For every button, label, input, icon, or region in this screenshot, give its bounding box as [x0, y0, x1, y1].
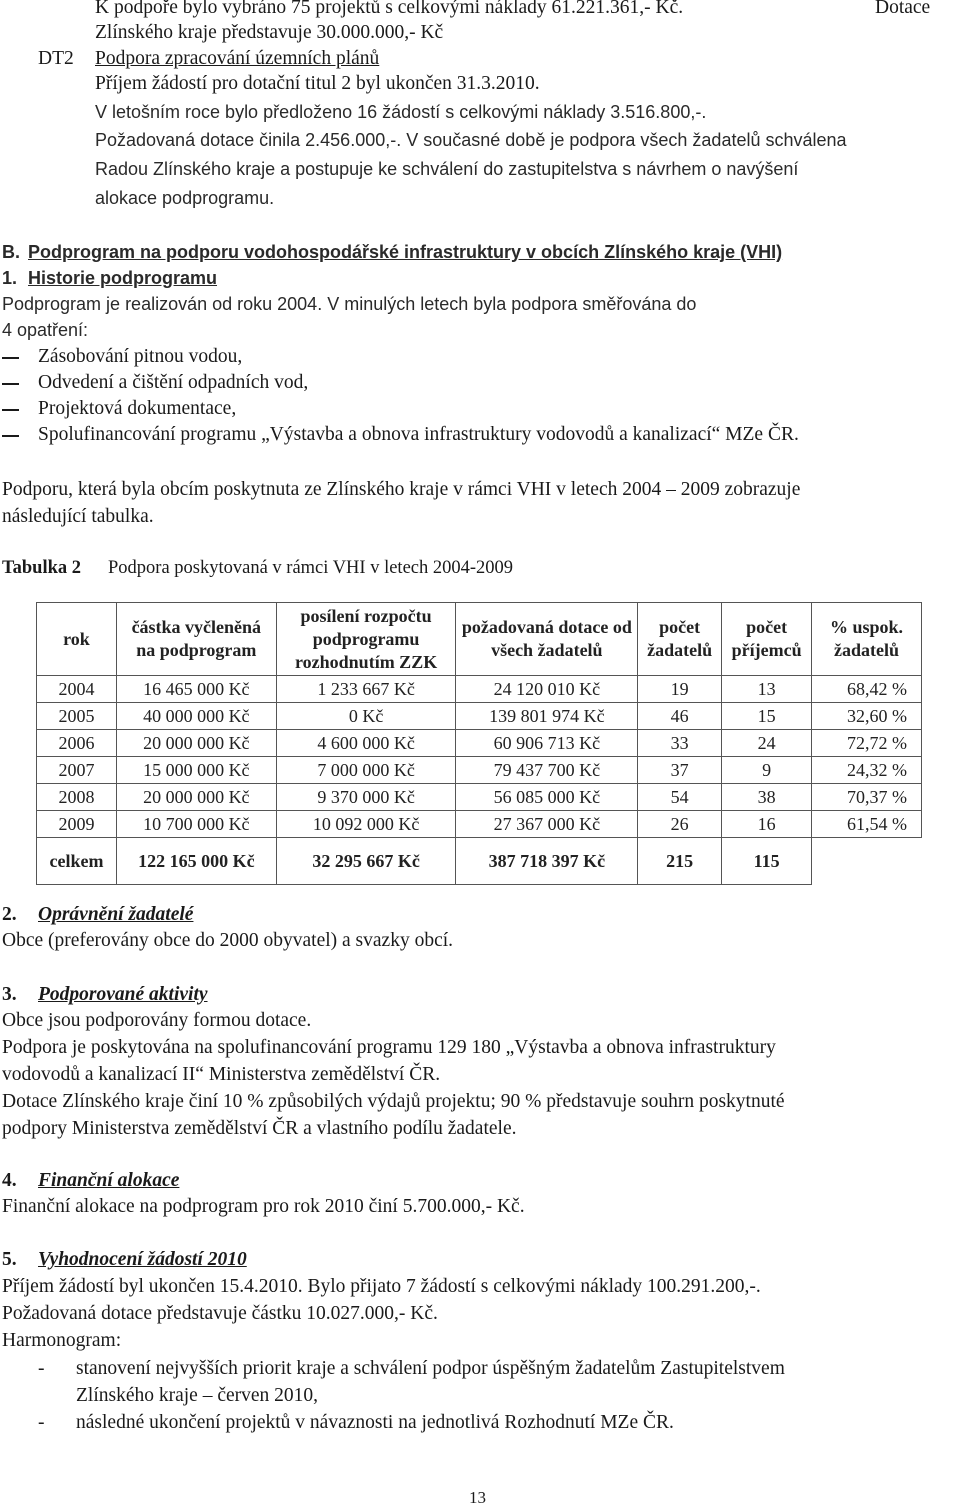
header-cell: počet žadatelů — [638, 603, 722, 676]
history-para-line-2: 4 opatření: — [2, 320, 89, 340]
s4-title: Finanční alokace — [38, 1170, 180, 1191]
table-intro-line-2: následující tabulka. — [2, 506, 154, 527]
table-cell: 24,32 % — [812, 757, 922, 784]
table-cell: 24 — [722, 730, 812, 757]
header-cell: požadovaná dotace od všech žadatelů — [456, 603, 638, 676]
table-cell: 68,42 % — [812, 676, 922, 703]
total-cell: 215 — [638, 838, 722, 885]
header-cell: posílení rozpočtu podprogramu rozhodnutím ZZK — [276, 603, 456, 676]
bullet-item: Projektová dokumentace, — [38, 398, 237, 419]
table-total-row — [37, 838, 922, 885]
intro-line-2: Zlínského kraje představuje 30.000.000,- Kč — [95, 22, 444, 43]
table-cell: 72,72 % — [812, 730, 922, 757]
total-cell: celkem — [37, 838, 117, 885]
table-cell: 46 — [638, 703, 722, 730]
table-row — [37, 730, 922, 757]
table-cell: 4 600 000 Kč — [276, 730, 456, 757]
table-row — [37, 676, 922, 703]
history-para-line-1: Podprogram je realizován od roku 2004. V minulých letech byla podpora směřována do — [2, 294, 697, 314]
table-cell: 16 465 000 Kč — [116, 676, 276, 703]
header-cell: částka vyčleněná na podprogram — [116, 603, 276, 676]
table-row — [37, 703, 922, 730]
table-cell: 13 — [722, 676, 812, 703]
table-cell: 7 000 000 Kč — [276, 757, 456, 784]
table-cell: 70,37 % — [812, 784, 922, 811]
table-row — [37, 811, 922, 838]
table-cell: 0 Kč — [276, 703, 456, 730]
dt2-title: Podpora zpracování územních plánů — [95, 48, 380, 69]
list-hyphen: - — [38, 1358, 45, 1379]
intro-line-1-right: Dotace — [875, 0, 931, 18]
dt2-line-1: Příjem žádostí pro dotační titul 2 byl ukončen 31.3.2010. — [95, 73, 540, 94]
dt2-line-4: Radou Zlínského kraje a postupuje ke schválení do zastupitelstva s návrhem o navýšení — [95, 159, 799, 179]
header-cell: % uspok. žadatelů — [812, 603, 922, 676]
s4-num: 4. — [2, 1170, 17, 1191]
table-cell: 19 — [638, 676, 722, 703]
section-b-label: B. — [2, 242, 20, 262]
dt2-line-5: alokace podprogramu. — [95, 188, 275, 208]
table-cell: 10 092 000 Kč — [276, 811, 456, 838]
total-cell: 387 718 397 Kč — [456, 838, 638, 885]
s2-num: 2. — [2, 904, 17, 925]
s5-num: 5. — [2, 1249, 17, 1270]
page-number: 13 — [469, 1488, 486, 1507]
table-cell: 79 437 700 Kč — [456, 757, 638, 784]
bullet-item: Odvedení a čištění odpadních vod, — [38, 372, 309, 393]
table-cell: 60 906 713 Kč — [456, 730, 638, 757]
table-cell: 61,54 % — [812, 811, 922, 838]
harmonogram-item-2: následné ukončení projektů v návaznosti na jednotlivá Rozhodnutí MZe ČR. — [76, 1412, 674, 1433]
table-cell: 32,60 % — [812, 703, 922, 730]
table-cell: 40 000 000 Kč — [116, 703, 276, 730]
table-cell: 16 — [722, 811, 812, 838]
dt2-line-2: V letošním roce bylo předloženo 16 žádostí s celkovými náklady 3.516.800,-. — [95, 102, 707, 122]
table-cell: 2008 — [37, 784, 117, 811]
s3-title: Podporované aktivity — [38, 984, 208, 1005]
history-title: Historie podprogramu — [28, 268, 218, 288]
bullet-dash — [2, 357, 19, 359]
table-cell: 33 — [638, 730, 722, 757]
support-table — [36, 602, 922, 885]
total-empty-cell — [812, 838, 922, 885]
table-cell: 139 801 974 Kč — [456, 703, 638, 730]
total-cell: 122 165 000 Kč — [116, 838, 276, 885]
bullet-item: Zásobování pitnou vodou, — [38, 346, 243, 367]
s3-line-4: Dotace Zlínského kraje činí 10 % způsobilých výdajů projektu; 90 % představuje souhrn poskytnuté — [2, 1091, 785, 1112]
bullet-dash — [2, 435, 19, 437]
s5-line-2: Požadovaná dotace představuje částku 10.027.000,- Kč. — [2, 1303, 438, 1324]
s3-line-5: podpory Ministerstva zemědělství ČR a vlastního podílu žadatele. — [2, 1118, 517, 1139]
dt2-code: DT2 — [38, 48, 74, 69]
table-cell: 20 000 000 Kč — [116, 784, 276, 811]
table-cell: 10 700 000 Kč — [116, 811, 276, 838]
bullet-dash — [2, 383, 19, 385]
bullet-item: Spolufinancování programu „Výstavba a obnova infrastruktury vodovodů a kanalizací“ MZe ČR. — [38, 424, 799, 445]
table-cell: 1 233 667 Kč — [276, 676, 456, 703]
table-cell: 2006 — [37, 730, 117, 757]
table-cell: 26 — [638, 811, 722, 838]
dt2-line-3: Požadovaná dotace činila 2.456.000,-. V současné době je podpora všech žadatelů schválena — [95, 130, 847, 150]
harmonogram-item-1-line-2: Zlínského kraje – červen 2010, — [76, 1385, 319, 1406]
header-cell: počet příjemců — [722, 603, 812, 676]
s3-line-2: Podpora je poskytována na spolufinancování programu 129 180 „Výstavba a obnova infrastruktury — [2, 1037, 776, 1058]
s3-line-1: Obce jsou podporovány formou dotace. — [2, 1010, 312, 1031]
total-cell: 115 — [722, 838, 812, 885]
header-cell: rok — [37, 603, 117, 676]
table-cell: 24 120 010 Kč — [456, 676, 638, 703]
s3-line-3: vodovodů a kanalizací II“ Ministerstva zemědělství ČR. — [2, 1064, 441, 1085]
table-cell: 15 000 000 Kč — [116, 757, 276, 784]
table-cell: 2004 — [37, 676, 117, 703]
history-num: 1. — [2, 268, 18, 288]
total-cell: 32 295 667 Kč — [276, 838, 456, 885]
table-intro-line-1: Podporu, která byla obcím poskytnuta ze Zlínského kraje v rámci VHI v letech 2004 – 2009 zobrazuje — [2, 479, 801, 500]
table-cell: 20 000 000 Kč — [116, 730, 276, 757]
s5-line-1: Příjem žádostí byl ukončen 15.4.2010. Bylo přijato 7 žádostí s celkovými náklady 100.291.200,-. — [2, 1276, 761, 1297]
table-row — [37, 784, 922, 811]
s4-text: Finanční alokace na podprogram pro rok 2010 činí 5.700.000,- Kč. — [2, 1196, 525, 1217]
table-cell: 54 — [638, 784, 722, 811]
table-header-row — [37, 603, 922, 676]
s5-line-3: Harmonogram: — [2, 1330, 122, 1351]
table-caption-text: Podpora poskytovaná v rámci VHI v letech 2004-2009 — [108, 558, 514, 578]
list-hyphen: - — [38, 1412, 45, 1433]
table-row — [37, 757, 922, 784]
table-cell: 2005 — [37, 703, 117, 730]
table-cell: 2007 — [37, 757, 117, 784]
bullet-dash — [2, 409, 19, 411]
section-b-title: Podprogram na podporu vodohospodářské infrastruktury v obcích Zlínského kraje (VHI) — [28, 242, 783, 262]
harmonogram-item-1-line-1: stanovení nejvyšších priorit kraje a schválení podpor úspěšným žadatelům Zastupitelstvem — [76, 1358, 785, 1379]
s5-title: Vyhodnocení žádostí 2010 — [38, 1249, 247, 1270]
table-cell: 9 — [722, 757, 812, 784]
s2-text: Obce (preferovány obce do 2000 obyvatel) a svazky obcí. — [2, 930, 454, 951]
intro-line-1: K podpoře bylo vybráno 75 projektů s celkovými náklady 61.221.361,- Kč. — [95, 0, 684, 18]
table-cell: 56 085 000 Kč — [456, 784, 638, 811]
table-cell: 37 — [638, 757, 722, 784]
s3-num: 3. — [2, 984, 17, 1005]
table-cell: 38 — [722, 784, 812, 811]
table-cell: 9 370 000 Kč — [276, 784, 456, 811]
table-cell: 15 — [722, 703, 812, 730]
table-caption-label: Tabulka 2 — [2, 558, 82, 578]
table-cell: 2009 — [37, 811, 117, 838]
table-cell: 27 367 000 Kč — [456, 811, 638, 838]
s2-title: Oprávnění žadatelé — [38, 904, 194, 925]
